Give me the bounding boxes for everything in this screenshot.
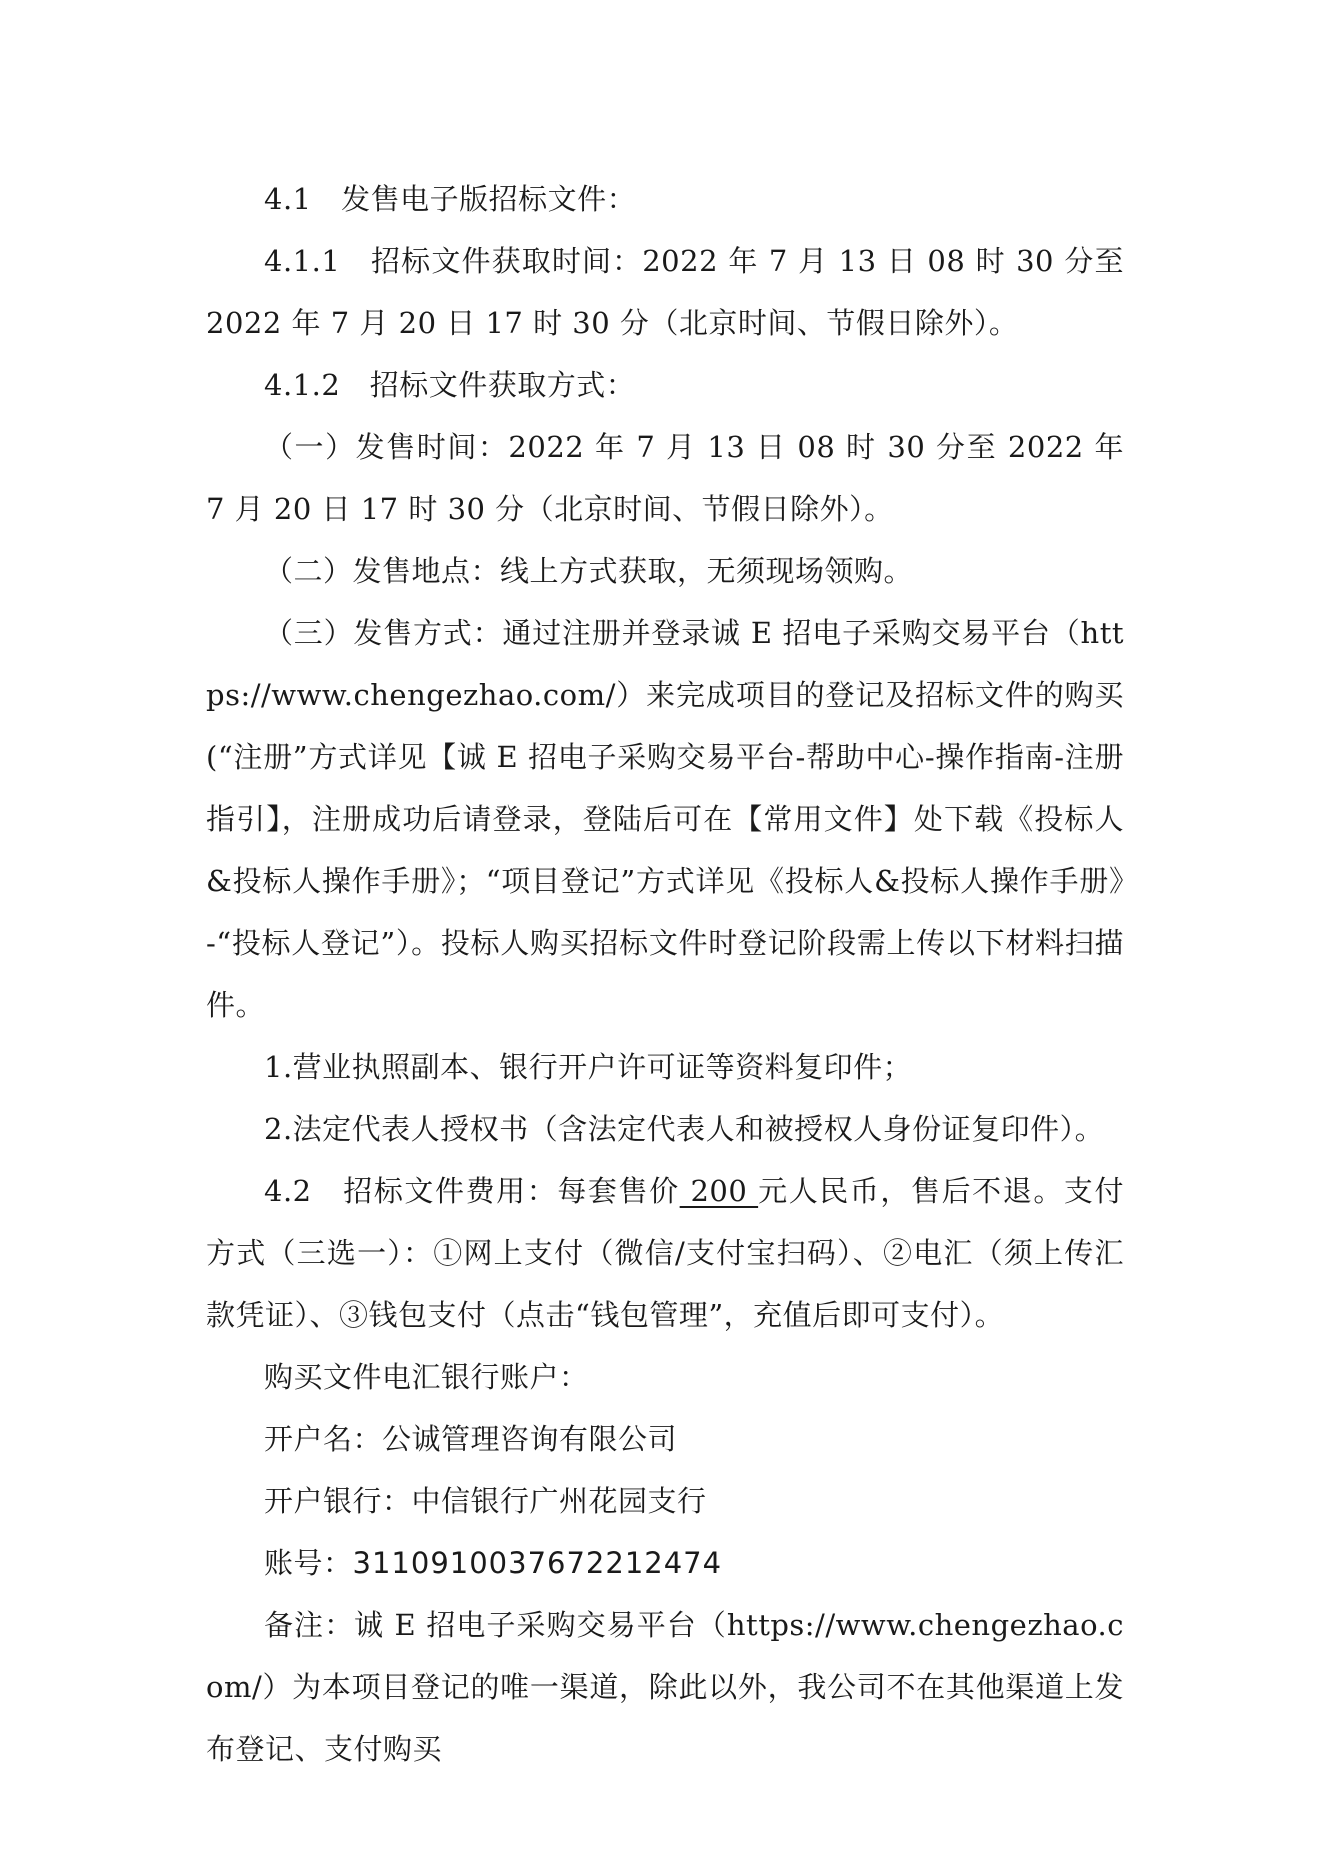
section-4-1-heading: 4.1 发售电子版招标文件： xyxy=(264,182,637,216)
item-sale-time: （一）发售时间：2022 年 7 月 13 日 08 时 30 分至 2022 年 7 月 20 日 17 时 30 分（北京时间、节假日除外）。 xyxy=(206,430,1124,526)
account-number-line xyxy=(206,1532,1124,1594)
material-item-2: 2.法定代表人授权书（含法定代表人和被授权人身份证复印件）。 xyxy=(264,1112,1105,1146)
bank-name: 开户银行：中信银行广州花园支行 xyxy=(264,1484,707,1518)
account-number-label: 账号： xyxy=(264,1546,353,1580)
fee-prefix: 4.2 招标文件费用：每套售价 xyxy=(264,1174,680,1208)
fee-price: 200 xyxy=(679,1174,759,1208)
account-number: 3110910037672212474 xyxy=(352,1546,723,1580)
section-4-2-fee xyxy=(206,1160,1124,1346)
item-sale-location: （二）发售地点：线上方式获取，无须现场领购。 xyxy=(264,554,914,588)
fee-suffix: 元人民币，售后不退。支付方式（三选一）：①网上支付（微信/支付宝扫码）、②电汇（须上传汇款凭证）、③钱包支付（点击“钱包管理”，充值后即可支付）。 xyxy=(206,1174,1124,1332)
bank-account-heading: 购买文件电汇银行账户： xyxy=(264,1360,589,1394)
item-sale-method: （三）发售方式：通过注册并登录诚 E 招电子采购交易平台（https://www.chengezhao.com/）来完成项目的登记及招标文件的购买(“注册”方式详见【诚 E 招电子采购交易平台-帮助中心-操作指南-注册指引】，注册成功后请登录，登陆后可在【常用文件】处下载《投标人&投标人操作手册》；“项目登记”方式详见《投标人&投标人操作手册》-“投标人登记”）。投标人购买招标文件时登记阶段需上传以下材料扫描件。 xyxy=(206,616,1124,1022)
section-4-1-1-acquisition-time: 4.1.1 招标文件获取时间：2022 年 7 月 13 日 08 时 30 分至 2022 年 7 月 20 日 17 时 30 分（北京时间、节假日除外）。 xyxy=(206,244,1124,340)
section-4-1-2-acquisition-method: 4.1.2 招标文件获取方式： xyxy=(264,368,636,402)
remark: 备注：诚 E 招电子采购交易平台（https://www.chengezhao.com/）为本项目登记的唯一渠道，除此以外，我公司不在其他渠道上发布登记、支付购买 xyxy=(206,1608,1124,1766)
document-body xyxy=(206,168,1124,1780)
material-item-1: 1.营业执照副本、银行开户许可证等资料复印件； xyxy=(264,1050,913,1084)
account-name: 开户名：公诚管理咨询有限公司 xyxy=(264,1422,678,1456)
